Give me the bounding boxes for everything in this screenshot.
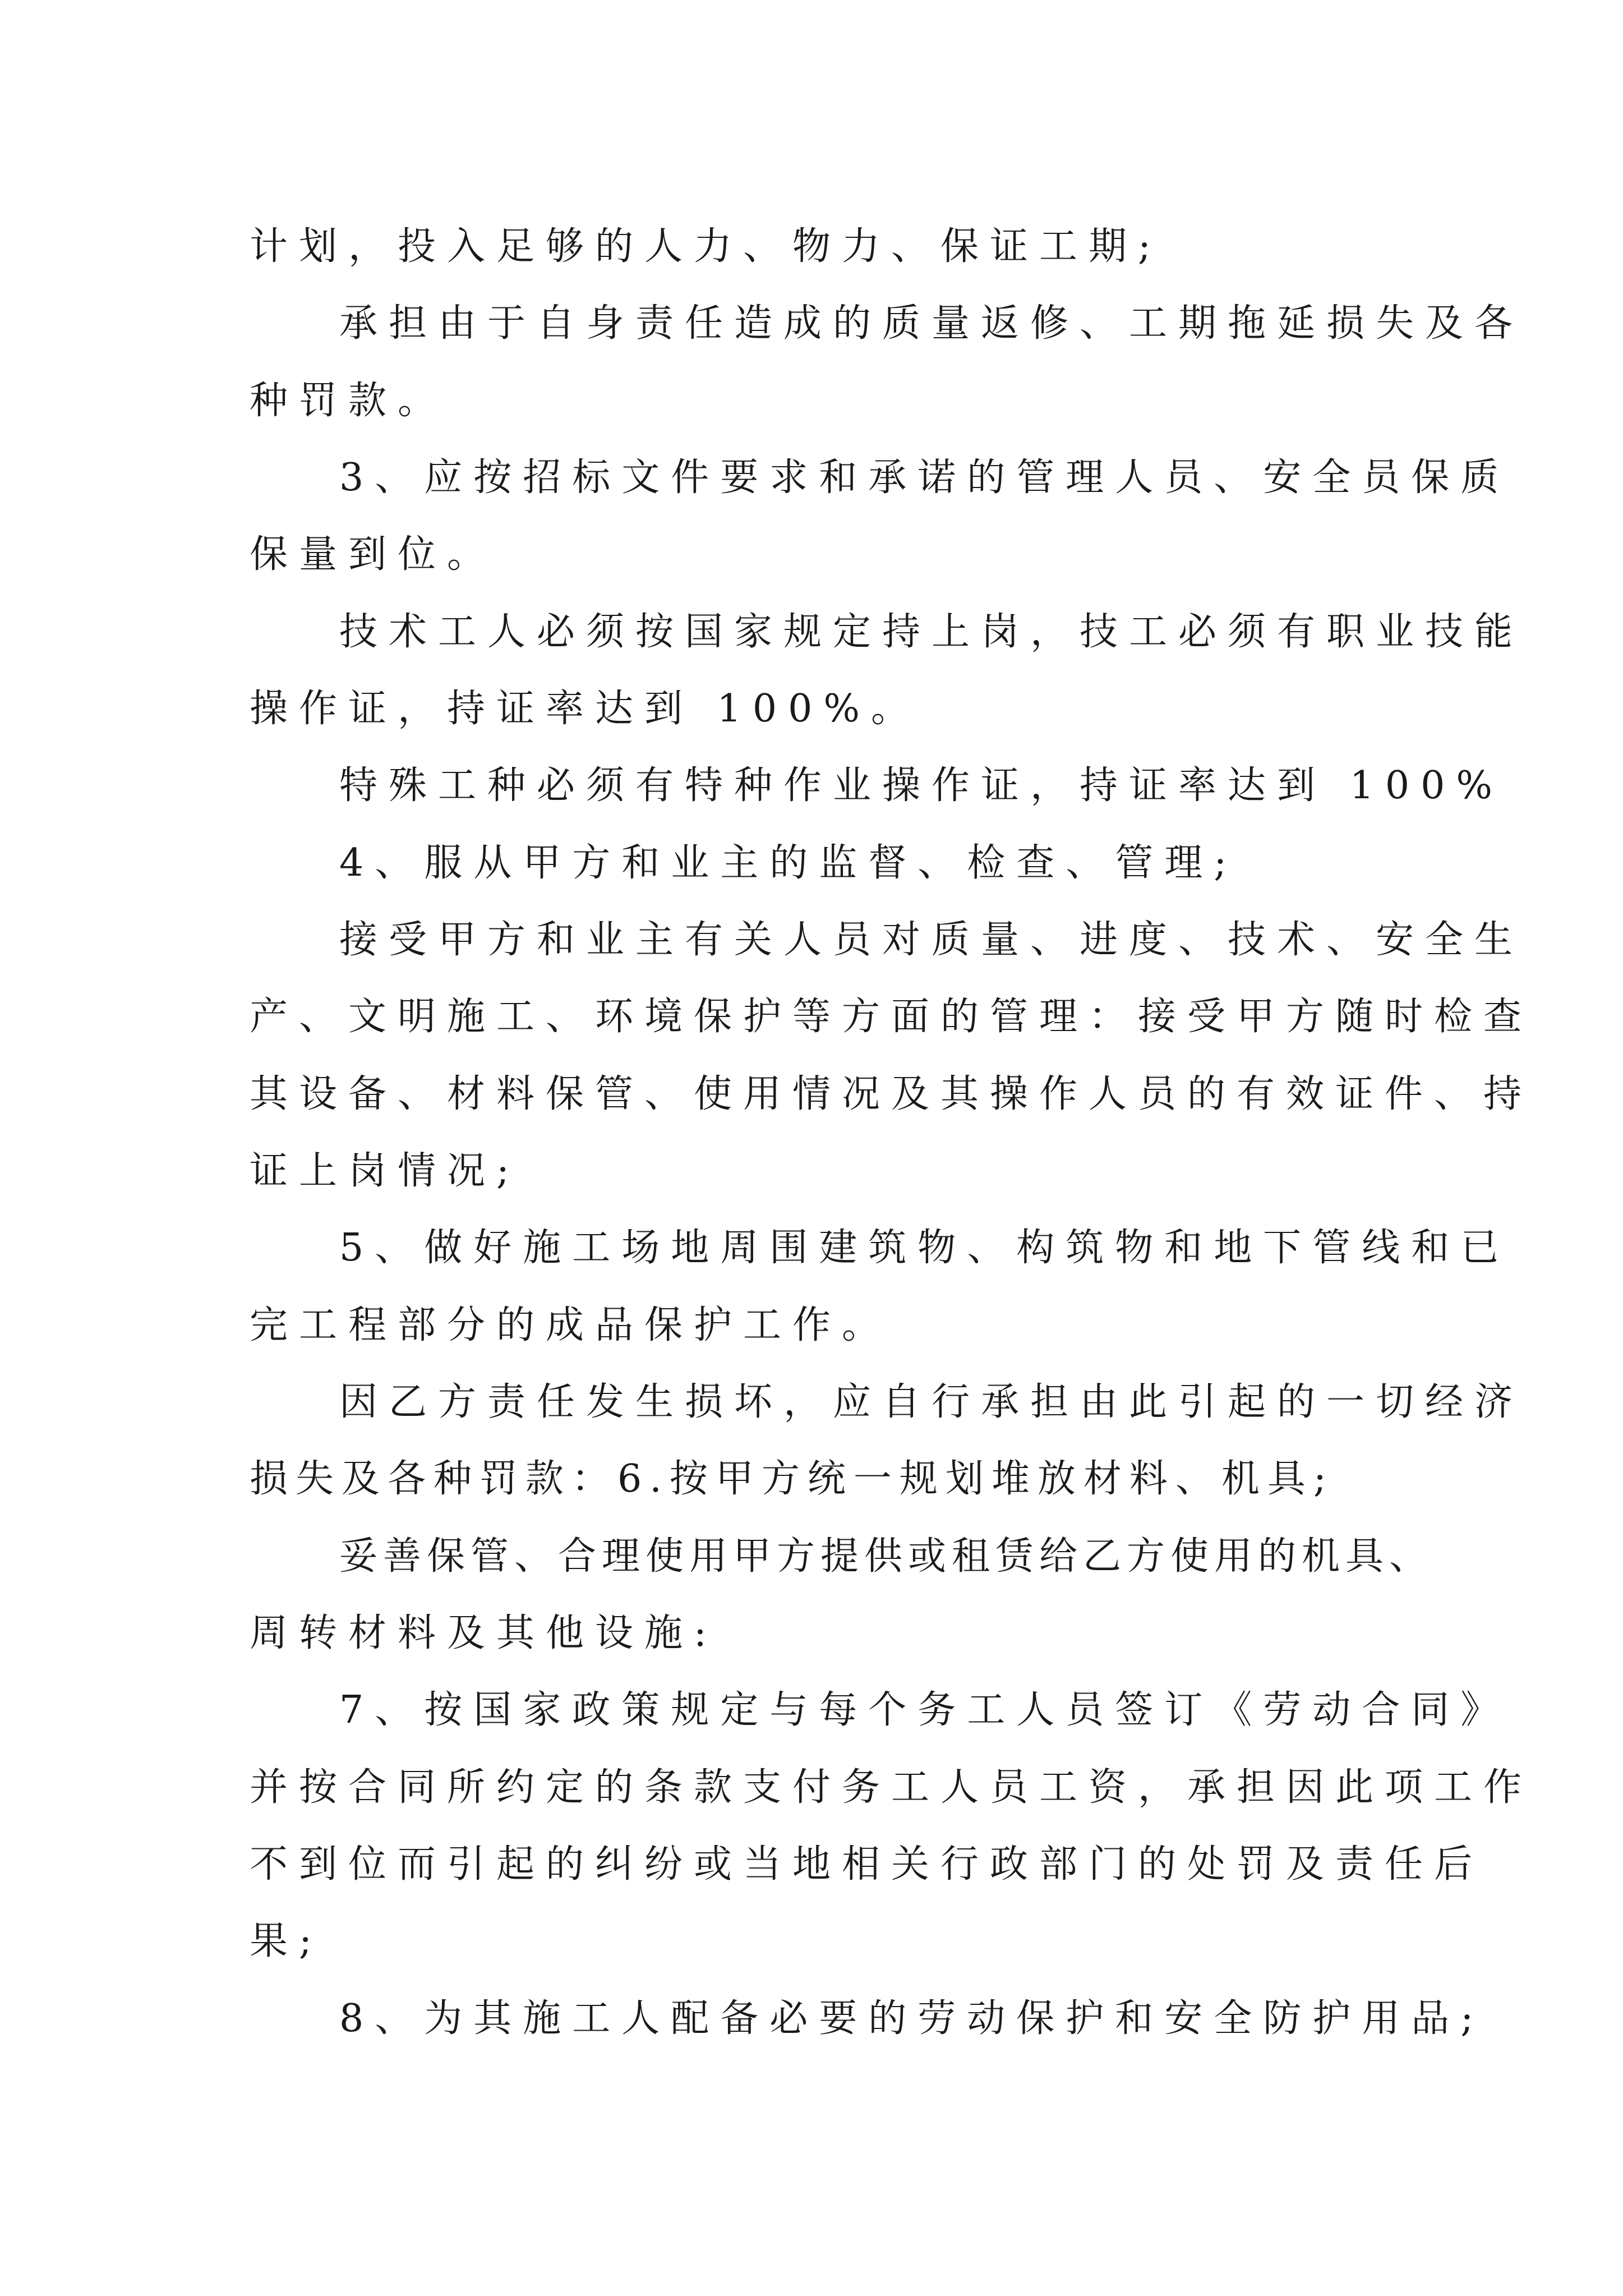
text-line: 证上岗情况; [250,1149,520,1193]
text-line: 接受甲方和业主有关人员对质量、进度、技术、安全生 [339,918,1524,962]
text-line: 保量到位。 [250,532,497,577]
text-line: 果; [250,1919,323,1963]
text-line: 其设备、材料保管、使用情况及其操作人员的有效证件、持 [250,1072,1533,1116]
text-line: 3、应按招标文件要求和承诺的管理人员、安全员保质 [339,455,1510,500]
text-line: 周转材料及其他设施: [250,1611,718,1655]
text-line: 操作证，持证率达到 100%。 [250,687,921,731]
text-line: 技术工人必须按国家规定持上岗，技工必须有职业技能 [339,610,1524,654]
text-line: 损失及各种罚款：6.按甲方统一规划堆放材料、机具; [250,1457,1334,1501]
text-line: 并按合同所约定的条款支付务工人员工资，承担因此项工作 [250,1765,1533,1810]
text-line: 种罚款。 [250,379,448,423]
text-line: 承担由于自身责任造成的质量返修、工期拖延损失及各 [339,301,1524,346]
text-line: 因乙方责任发生损坏，应自行承担由此引起的一切经济 [339,1380,1524,1424]
text-line: 不到位而引起的纠纷或当地相关行政部门的处罚及责任后 [250,1842,1484,1887]
text-line: 7、按国家政策规定与每个务工人员签订《劳动合同》 [339,1688,1510,1732]
text-line: 计划，投入足够的人力、物力、保证工期; [250,224,1162,269]
text-line: 5、做好施工场地周围建筑物、构筑物和地下管线和已 [339,1226,1510,1270]
text-line: 8、为其施工人配备必要的劳动保护和安全防护用品; [339,1996,1485,2041]
text-line: 4、服从甲方和业主的监督、检查、管理; [339,841,1238,885]
text-line: 完工程部分的成品保护工作。 [250,1303,892,1347]
text-line: 特殊工种必须有特种作业操作证，持证率达到 100% [339,763,1504,808]
text-line: 妥善保管、合理使用甲方提供或租赁给乙方使用的机具、 [339,1534,1433,1579]
text-line: 产、文明施工、环境保护等方面的管理：接受甲方随时检查 [250,995,1533,1039]
